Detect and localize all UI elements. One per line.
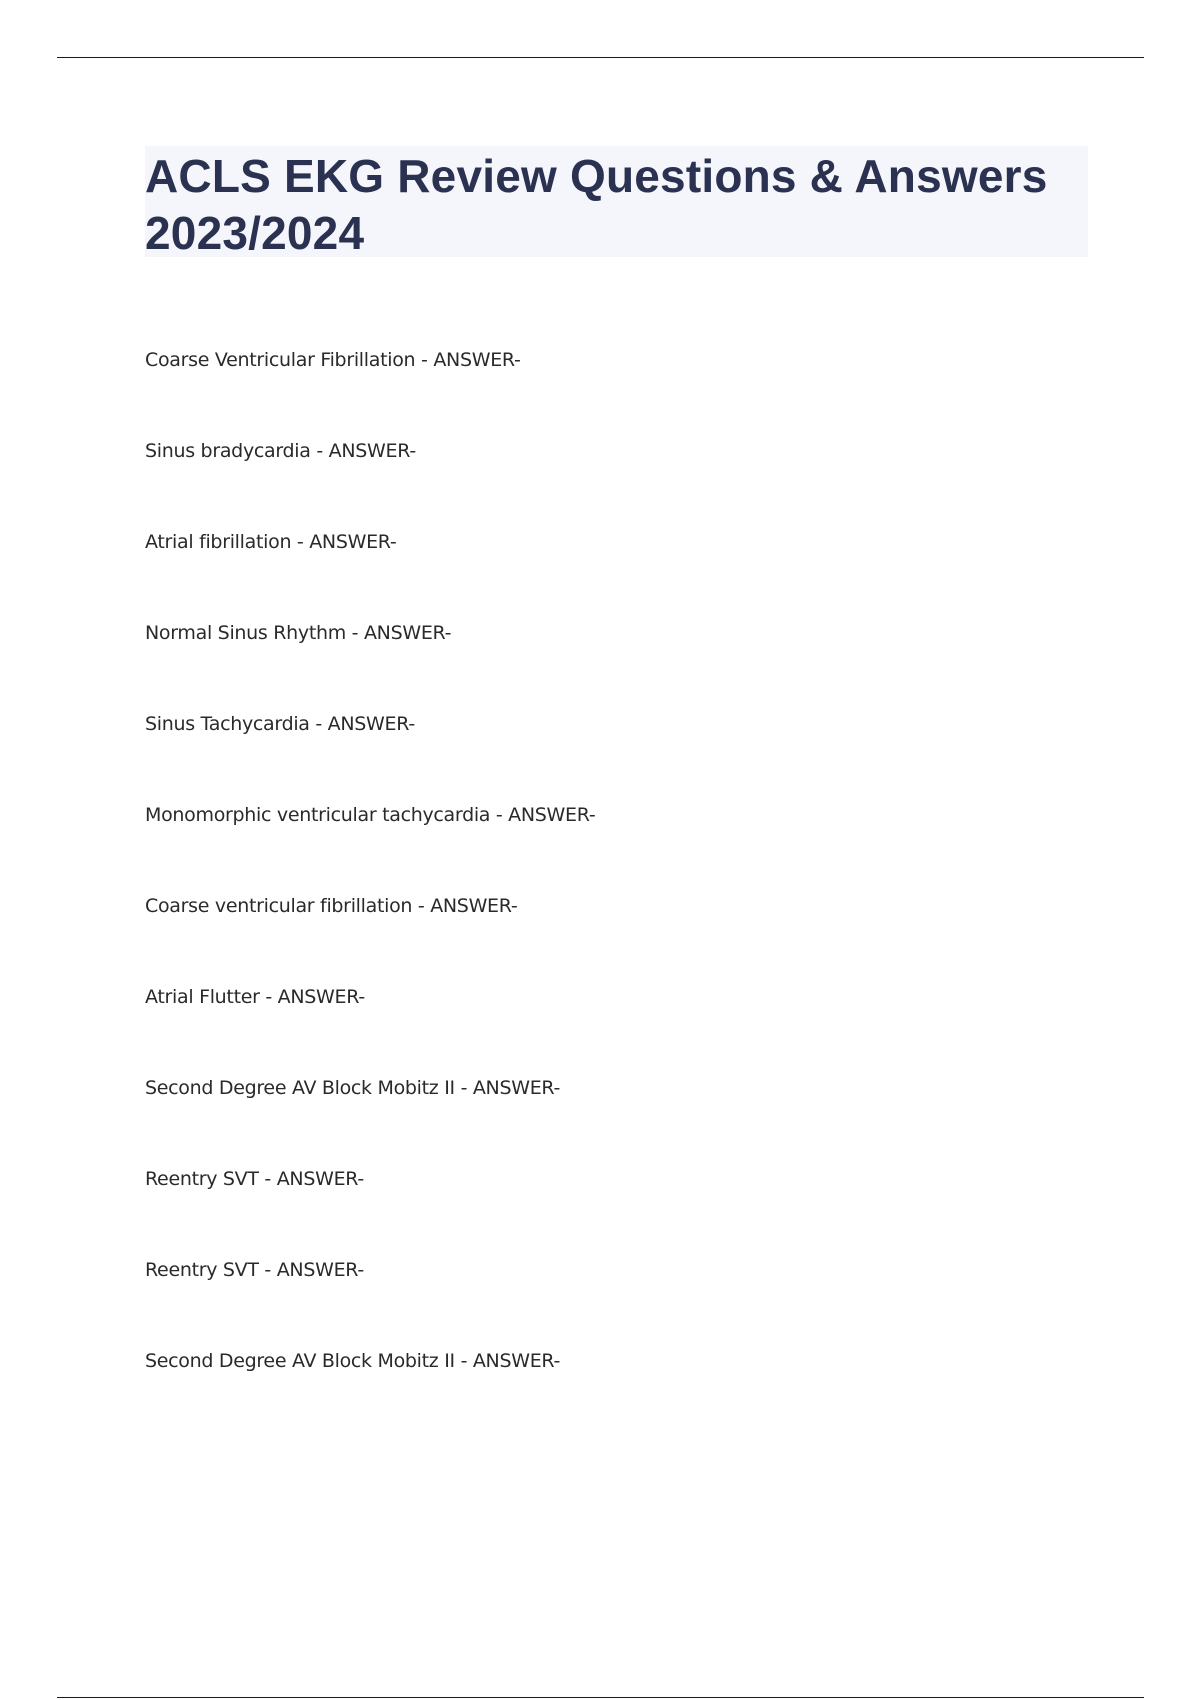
footer-divider [57, 1697, 1144, 1698]
question-item: Second Degree AV Block Mobitz II - ANSWER- [145, 1077, 561, 1099]
question-item: Monomorphic ventricular tachycardia - ANSWER- [145, 804, 596, 826]
question-item: Second Degree AV Block Mobitz II - ANSWER- [145, 1350, 561, 1372]
question-item: Sinus Tachycardia - ANSWER- [145, 713, 415, 735]
header-divider [57, 57, 1144, 58]
question-item: Sinus bradycardia - ANSWER- [145, 440, 416, 462]
question-item: Atrial Flutter - ANSWER- [145, 986, 365, 1008]
question-list [145, 344, 595, 1436]
question-item: Reentry SVT - ANSWER- [145, 1259, 364, 1281]
question-item: Coarse Ventricular Fibrillation - ANSWER- [145, 349, 521, 371]
question-item: Normal Sinus Rhythm - ANSWER- [145, 622, 452, 644]
title-block [145, 146, 1088, 257]
question-item: Atrial fibrillation - ANSWER- [145, 531, 397, 553]
document-title: ACLS EKG Review Questions & Answers 2023/2024 [145, 150, 1048, 259]
question-item: Reentry SVT - ANSWER- [145, 1168, 364, 1190]
question-item: Coarse ventricular fibrillation - ANSWER- [145, 895, 518, 917]
